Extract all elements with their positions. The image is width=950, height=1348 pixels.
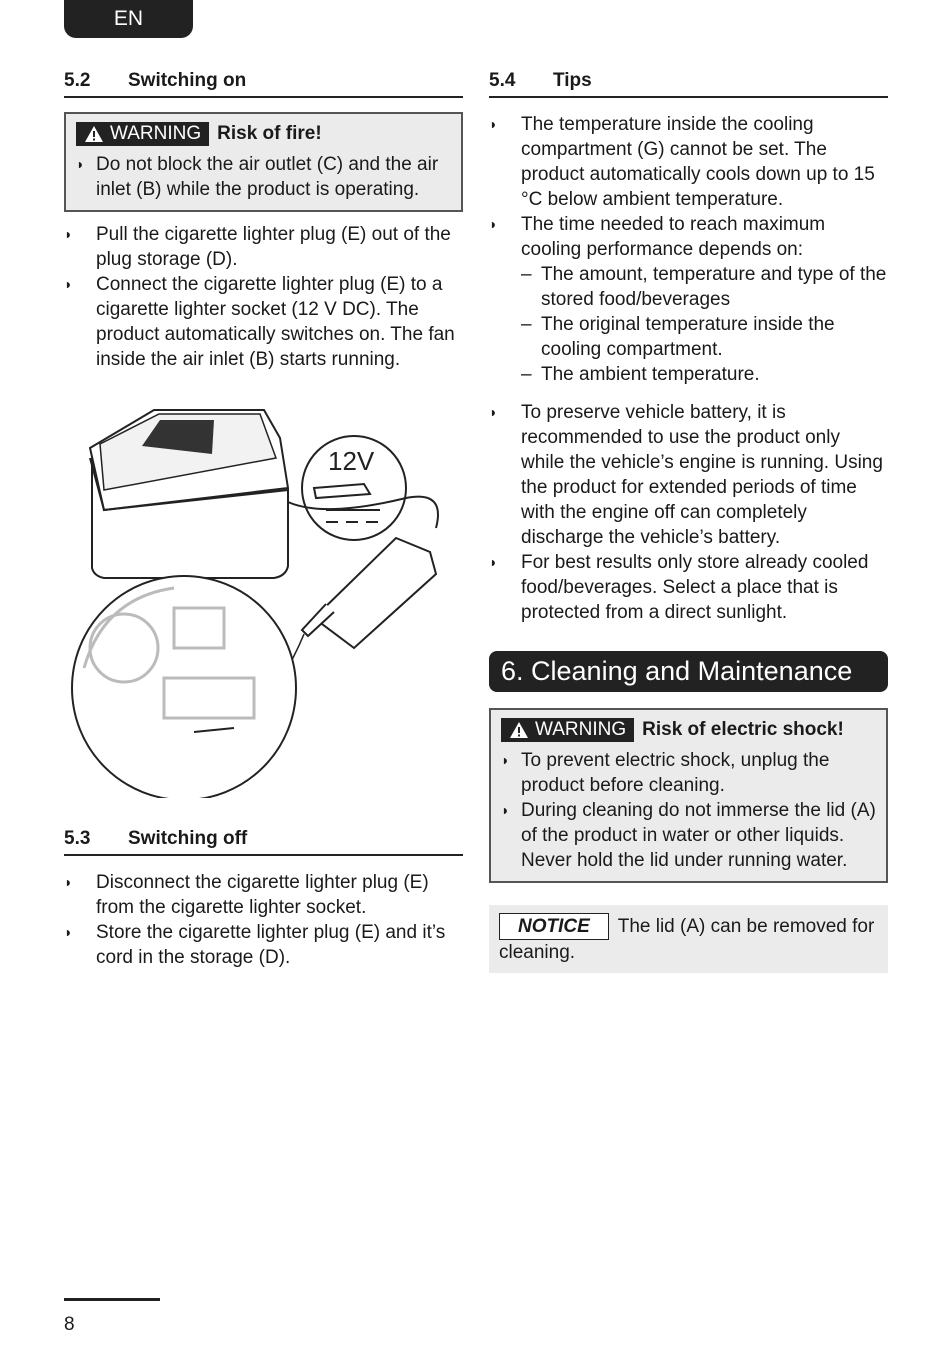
bullet-icon: ◗ bbox=[501, 802, 510, 818]
list-item: ◗ The temperature inside the cooling compartment (G) cannot be set. The product automatically cools down up to 15 °C below ambient temperature. bbox=[489, 114, 875, 210]
bullet-icon: ◗ bbox=[489, 404, 498, 420]
footer-rule bbox=[64, 1298, 160, 1301]
bullet-icon: ◗ bbox=[489, 216, 498, 232]
warning-label: WARNING bbox=[110, 123, 202, 144]
section-heading-switching-off bbox=[64, 828, 463, 856]
notice-box bbox=[489, 905, 888, 973]
section-title: Tips bbox=[553, 70, 592, 91]
warning-triangle-icon bbox=[84, 125, 104, 143]
section-number: 5.4 bbox=[489, 70, 516, 91]
language-tab: EN bbox=[64, 0, 193, 38]
list-item: ◗ Disconnect the cigarette lighter plug (E) from the cigarette lighter socket. bbox=[64, 872, 429, 918]
bullet-icon: ◗ bbox=[76, 156, 85, 172]
sub-list-item: – The ambient temperature. bbox=[521, 364, 760, 385]
warning-badge bbox=[501, 718, 634, 742]
right-column bbox=[489, 70, 888, 973]
sub-list-item: – The amount, temperature and type of the stored food/beverages bbox=[521, 264, 887, 310]
sub-list-item: – The original temperature inside the cooling compartment. bbox=[521, 314, 835, 360]
bullet-icon: ◗ bbox=[64, 276, 73, 292]
warning-title: Risk of electric shock! bbox=[642, 719, 844, 740]
section-number: 5.3 bbox=[64, 828, 91, 849]
bullet-icon: ◗ bbox=[489, 554, 498, 570]
cooler-connection-illustration bbox=[64, 398, 464, 798]
list-item: ◗ During cleaning do not immerse the lid (A) of the product in water or other liquids. Never hold the lid under running water. bbox=[501, 800, 876, 871]
list-item: ◗ Connect the cigarette lighter plug (E) to a cigarette lighter socket (12 V DC). The product automatically switches on. The fan inside the air inlet (B) starts running. bbox=[64, 274, 455, 370]
warning-title: Risk of fire! bbox=[217, 123, 322, 144]
chapter-heading: 6. Cleaning and Maintenance bbox=[489, 651, 888, 692]
list-item: ◗ Store the cigarette lighter plug (E) and it’s cord in the storage (D). bbox=[64, 922, 446, 968]
left-column bbox=[64, 70, 463, 970]
section-number: 5.2 bbox=[64, 70, 91, 91]
bullet-icon: ◗ bbox=[64, 874, 73, 890]
list-item: ◗ Do not block the air outlet (C) and the air inlet (B) while the product is operating. bbox=[76, 154, 439, 200]
section-heading-tips bbox=[489, 70, 888, 98]
section-title: Switching off bbox=[128, 828, 248, 849]
warning-label: WARNING bbox=[535, 719, 627, 740]
bullet-icon: ◗ bbox=[501, 752, 510, 768]
voltage-label: 12V bbox=[328, 446, 375, 476]
warning-badge bbox=[76, 122, 209, 146]
list-item: ◗ To preserve vehicle battery, it is recommended to use the product only while the vehicle’s engine is running. Using the product for extended periods of time with the engine off can completely discharge the vehicle’s battery. bbox=[489, 402, 883, 548]
bullet-icon: ◗ bbox=[64, 226, 73, 242]
bullet-icon: ◗ bbox=[64, 924, 73, 940]
notice-text: The lid (A) can be removed for cleaning. bbox=[499, 916, 875, 963]
electric-shock-warning-box bbox=[489, 708, 888, 883]
warning-triangle-icon bbox=[509, 721, 529, 739]
section-title: Switching on bbox=[128, 70, 247, 91]
list-item: ◗ The time needed to reach maximum cooling performance depends on: – The amount, temperature and type of the stored food/beverages – The original temperature inside the cooling compartment. – The ambient temperature. bbox=[489, 214, 887, 385]
list-item: ◗ For best results only store already cooled food/beverages. Select a place that is protected from a direct sunlight. bbox=[489, 552, 869, 623]
section-heading-switching-on bbox=[64, 70, 463, 98]
list-item: ◗ Pull the cigarette lighter plug (E) out of the plug storage (D). bbox=[64, 224, 451, 270]
bullet-icon: ◗ bbox=[489, 116, 498, 132]
list-item: ◗ To prevent electric shock, unplug the product before cleaning. bbox=[501, 750, 830, 796]
notice-badge: NOTICE bbox=[499, 913, 609, 940]
fire-warning-box bbox=[64, 112, 463, 212]
page-number: 8 bbox=[64, 1314, 75, 1335]
